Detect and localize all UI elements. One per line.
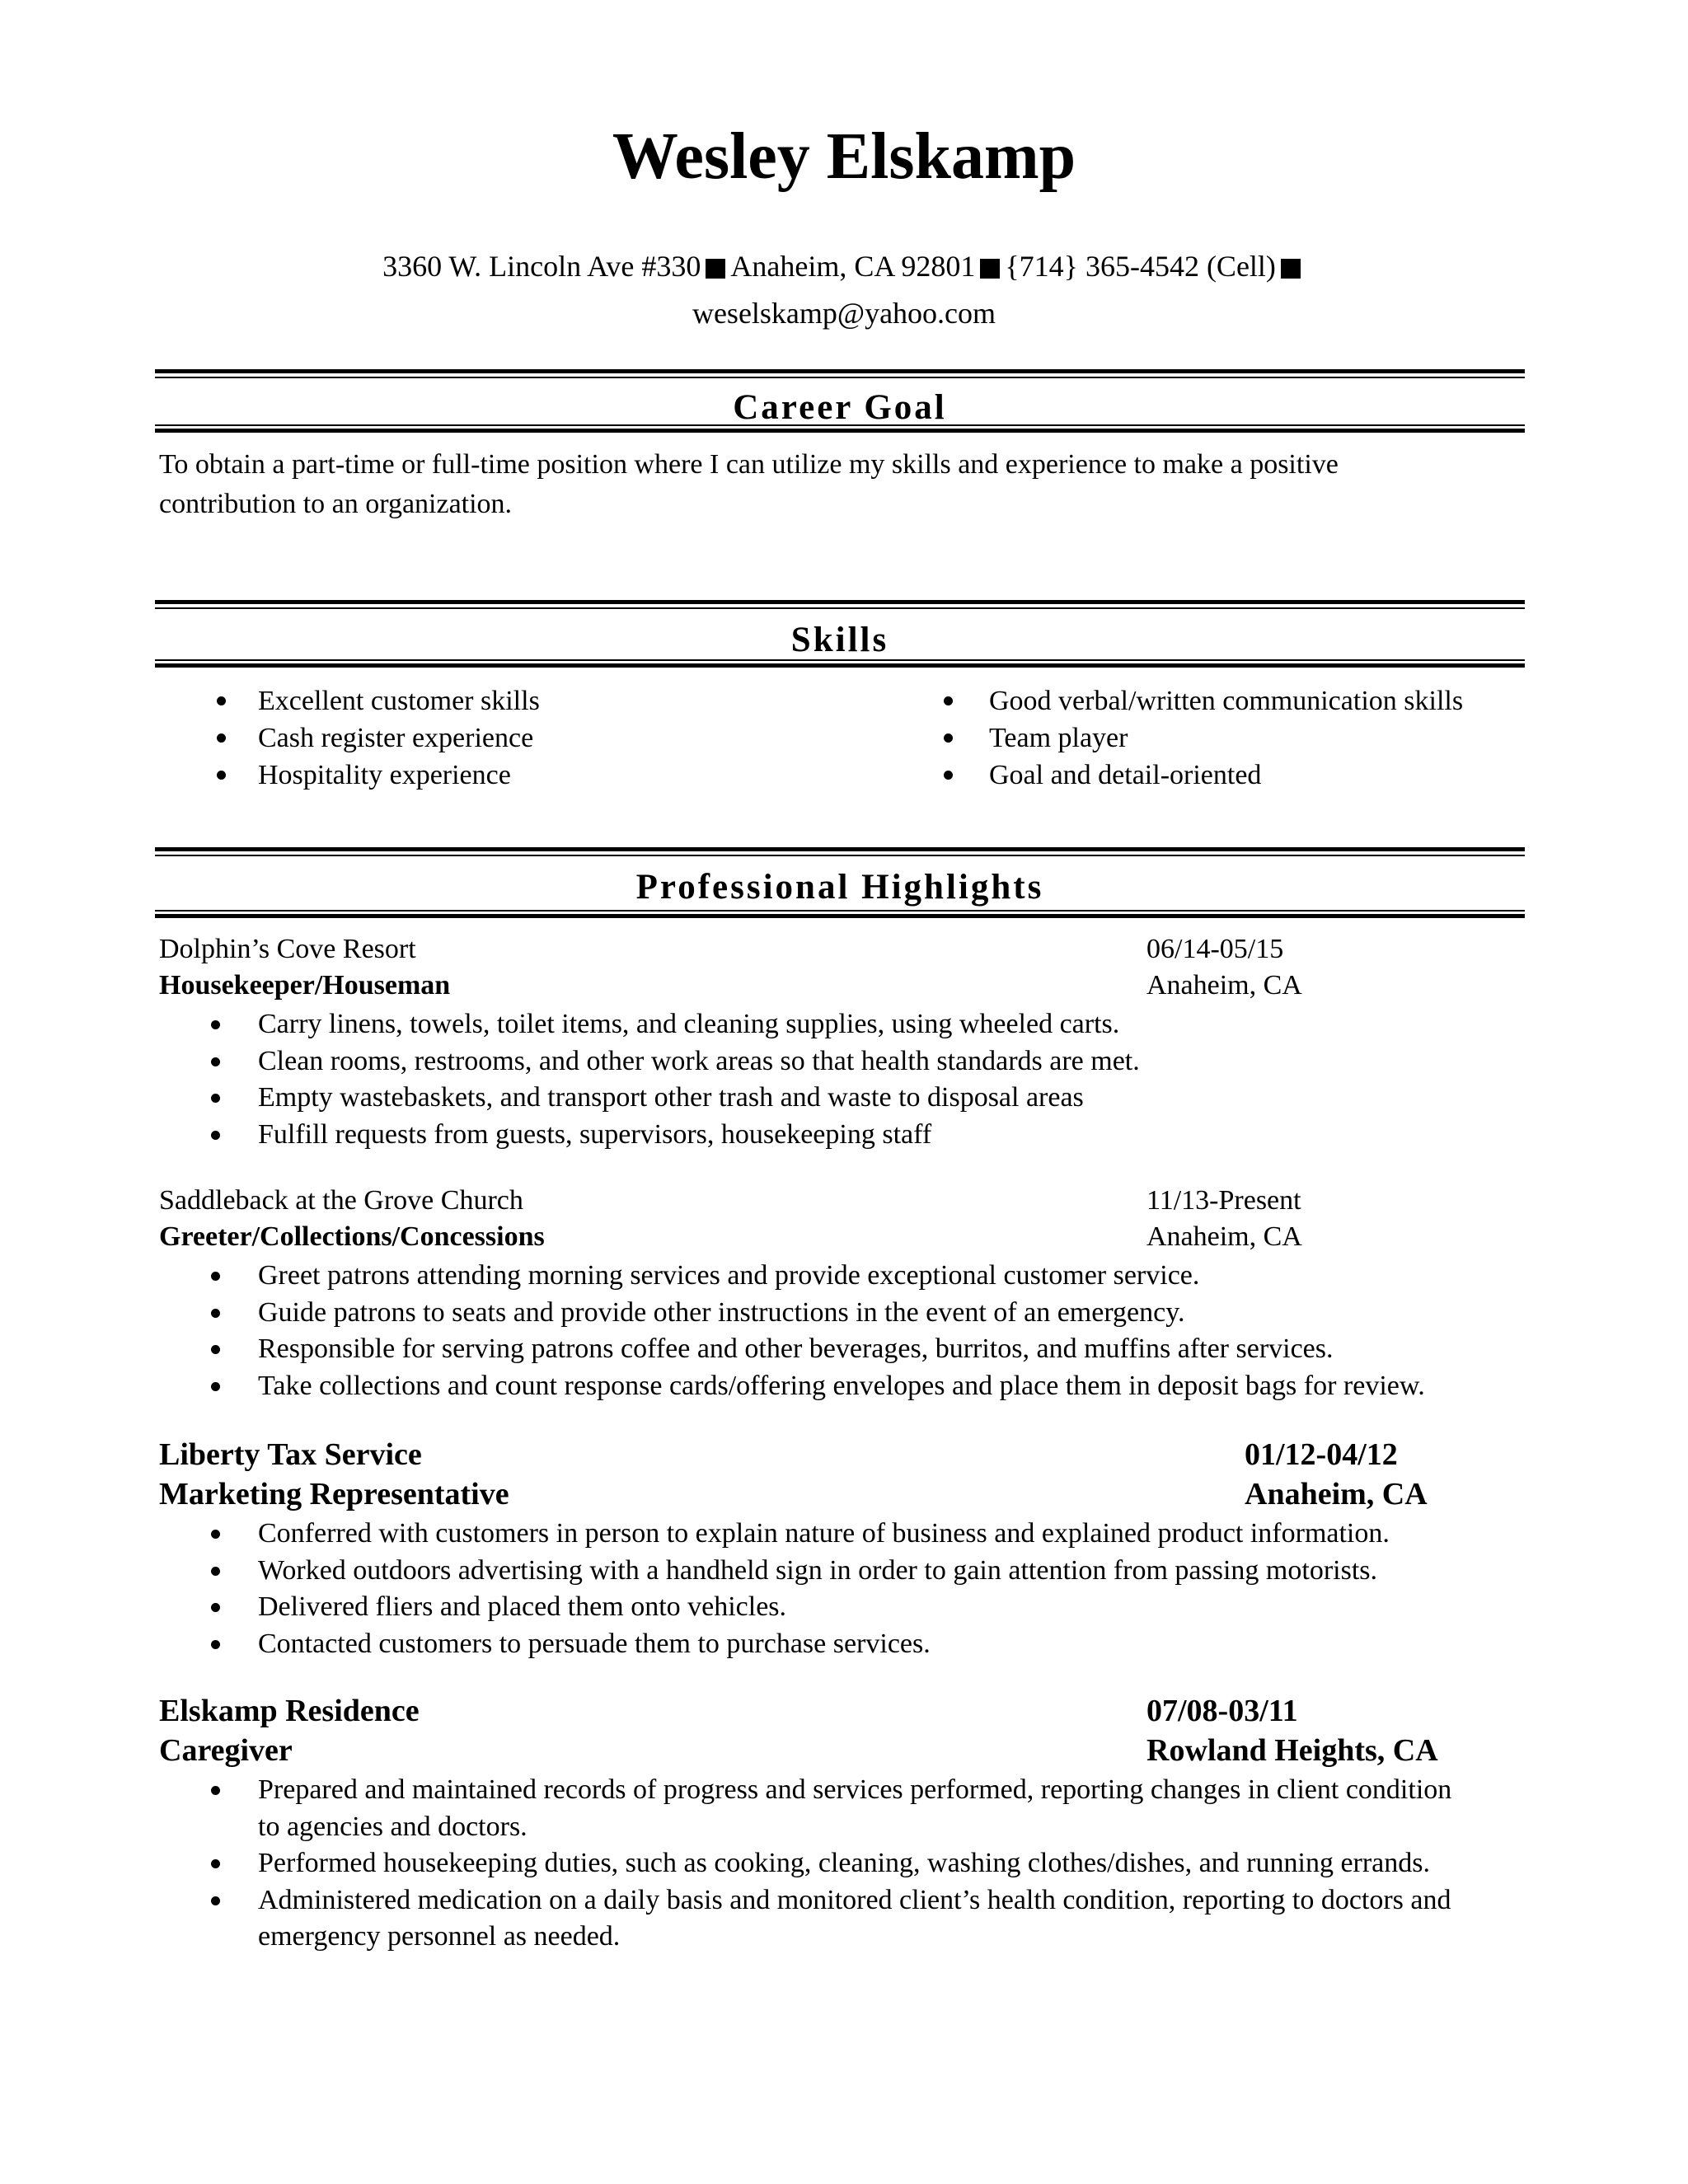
job-role: Greeter/Collections/Concessions <box>159 1221 545 1252</box>
company-name: Saddleback at the Grove Church <box>159 1185 523 1216</box>
bullet-icon <box>217 696 226 705</box>
contact-line <box>0 251 1688 281</box>
bullet-text: Clean rooms, restrooms, and other work areas so that health standards are met. <box>258 1045 1140 1076</box>
list-item <box>159 1295 1527 1332</box>
list-item <box>159 1516 1527 1553</box>
list-item <box>159 1331 1527 1368</box>
job-role: Marketing Representative <box>159 1477 509 1511</box>
email: weselskamp@yahoo.com <box>692 297 996 330</box>
job-entry <box>159 1693 1527 1956</box>
company-name: Dolphin’s Cove Resort <box>159 934 416 964</box>
address: 3360 W. Lincoln Ave #330 <box>382 250 701 283</box>
list-item <box>159 1626 1527 1663</box>
bullet-text: Contacted customers to persuade them to purchase services. <box>258 1628 931 1659</box>
list-item <box>159 1553 1527 1590</box>
bullet-icon <box>211 1567 220 1576</box>
bullet-icon <box>211 1057 220 1066</box>
list-item <box>159 1117 1527 1154</box>
bullet-icon <box>211 1382 220 1391</box>
list-item <box>258 682 540 719</box>
skills-list-left <box>258 682 540 794</box>
job-role: Caregiver <box>159 1733 293 1768</box>
section-header-highlights <box>155 847 1525 917</box>
bullet-icon <box>211 1530 220 1539</box>
list-item <box>159 1845 1461 1882</box>
square-bullet-icon <box>706 259 725 279</box>
job-dates: 11/13-Present <box>1146 1185 1301 1216</box>
list-item <box>159 1772 1461 1845</box>
section-title: Career Goal <box>733 388 947 427</box>
list-item <box>989 682 1463 719</box>
bullet-icon <box>217 733 226 743</box>
bullet-icon <box>211 1603 220 1612</box>
bullet-text: Worked outdoors advertising with a handheld sign in order to gain attention from passing motorists. <box>258 1554 1377 1586</box>
phone: {714} 365-4542 (Cell) <box>1005 250 1276 283</box>
list-item <box>989 757 1463 794</box>
bullet-icon <box>211 1309 220 1318</box>
company-name: Liberty Tax Service <box>159 1437 422 1472</box>
bullet-text: Conferred with customers in person to explain nature of business and explained product information. <box>258 1518 1390 1549</box>
square-bullet-icon <box>1281 259 1301 279</box>
bullet-icon <box>211 1786 220 1795</box>
bullet-icon <box>211 1020 220 1029</box>
job-entry <box>159 1436 1527 1662</box>
bullet-icon <box>211 1640 220 1649</box>
bullet-text: Fulfill requests from guests, supervisors, housekeeping staff <box>258 1118 932 1150</box>
list-item <box>989 719 1463 757</box>
bullet-icon <box>211 1131 220 1140</box>
skill-label: Cash register experience <box>258 723 534 753</box>
list-item <box>159 1258 1527 1295</box>
job-dates: 06/14-05/15 <box>1146 934 1284 964</box>
bullet-icon <box>211 1345 220 1354</box>
bullet-text: Administered medication on a daily basis and monitored client’s health condition, reporting to doctors and emergency personnel as needed. <box>258 1884 1451 1952</box>
bullet-text: Prepared and maintained records of progress and services performed, reporting changes in client condition to agencies and doctors. <box>258 1774 1452 1842</box>
bullet-text: Responsible for serving patrons coffee and other beverages, burritos, and muffins after services. <box>258 1333 1334 1364</box>
bullet-icon <box>211 1094 220 1103</box>
job-location: Anaheim, CA <box>1245 1477 1428 1511</box>
list-item <box>159 1043 1527 1080</box>
list-item <box>159 1080 1527 1117</box>
job-location: Anaheim, CA <box>1146 970 1302 1001</box>
job-role: Housekeeper/Houseman <box>159 970 451 1001</box>
list-item <box>159 1882 1461 1956</box>
job-entry <box>159 934 1527 1153</box>
list-item <box>258 757 540 794</box>
job-dates: 07/08-03/11 <box>1146 1694 1298 1728</box>
bullet-text: Delivered fliers and placed them onto vehicles. <box>258 1591 787 1622</box>
job-location: Anaheim, CA <box>1146 1221 1302 1252</box>
bullet-icon <box>944 733 953 743</box>
skill-label: Goal and detail-oriented <box>989 760 1262 790</box>
section-title: Skills <box>790 621 889 659</box>
bullet-text: Performed housekeeping duties, such as cooking, cleaning, washing clothes/dishes, and running errands. <box>258 1848 1431 1878</box>
list-item <box>159 1006 1527 1043</box>
skill-label: Good verbal/written communication skills <box>989 686 1464 716</box>
skills-list-right <box>989 682 1463 794</box>
skill-label: Excellent customer skills <box>258 686 540 716</box>
bullet-icon <box>211 1859 220 1868</box>
section-title: Professional Highlights <box>635 868 1044 907</box>
list-item <box>159 1589 1527 1626</box>
bullet-text: Greet patrons attending morning services and provide exceptional customer service. <box>258 1260 1200 1291</box>
list-item <box>159 1368 1527 1405</box>
bullet-icon <box>211 1272 220 1281</box>
list-item <box>258 719 540 757</box>
bullet-text: Carry linens, towels, toilet items, and cleaning supplies, using wheeled carts. <box>258 1009 1120 1039</box>
bullet-text: Guide patrons to seats and provide other instructions in the event of an emergency. <box>258 1296 1185 1328</box>
section-header-career-goal <box>155 369 1525 435</box>
square-bullet-icon <box>980 259 1000 279</box>
job-entry <box>159 1185 1527 1404</box>
bullet-icon <box>217 771 226 780</box>
section-header-skills <box>155 600 1525 666</box>
bullet-icon <box>944 696 953 705</box>
candidate-name: Wesley Elskamp <box>612 120 1076 193</box>
city: Anaheim, CA 92801 <box>730 250 976 283</box>
bullet-icon <box>211 1896 220 1905</box>
career-goal-text: To obtain a part-time or full-time position where I can utilize my skills and experience to make a positive contribution to an organization. <box>159 449 1339 519</box>
skill-label: Team player <box>989 723 1128 753</box>
bullet-text: Empty wastebaskets, and transport other trash and waste to disposal areas <box>258 1082 1084 1113</box>
job-dates: 01/12-04/12 <box>1245 1437 1398 1472</box>
company-name: Elskamp Residence <box>159 1694 420 1728</box>
bullet-text: Take collections and count response cards/offering envelopes and place them in deposit bags for review. <box>258 1370 1425 1401</box>
bullet-icon <box>944 771 953 780</box>
job-location: Rowland Heights, CA <box>1146 1733 1438 1768</box>
skill-label: Hospitality experience <box>258 760 511 790</box>
